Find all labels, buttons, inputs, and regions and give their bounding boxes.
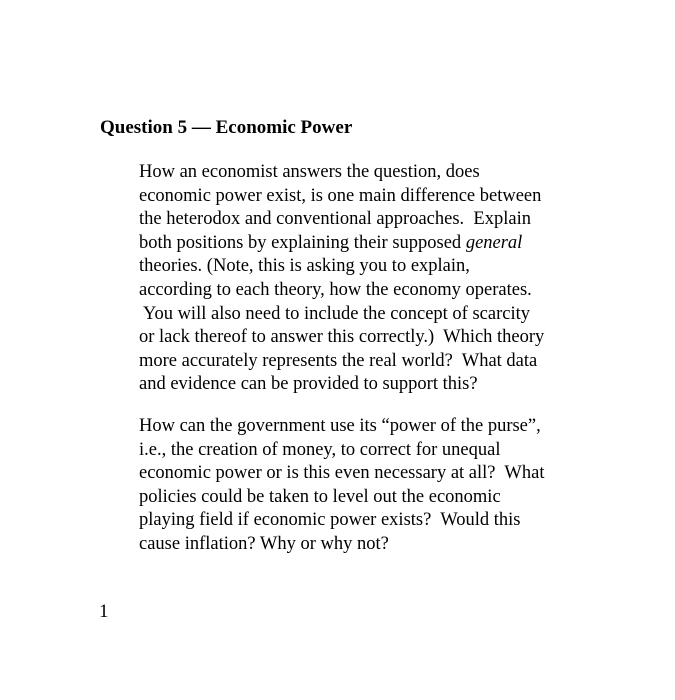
question-paragraph-1 — [139, 161, 544, 397]
paragraph-line: or lack thereof to answer this correctly.) Which theory — [139, 327, 545, 348]
paragraph-line: the heterodox and conventional approaches. Explain — [139, 209, 531, 230]
paragraph-line: economic power exist, is one main difference between — [139, 185, 542, 206]
paragraph-line: policies could be taken to level out the economic — [139, 486, 501, 507]
paragraph-line: according to each theory, how the economy operates. — [139, 279, 532, 300]
page-number: 1 — [99, 601, 109, 622]
paragraph-line: more accurately represents the real world? What data — [139, 350, 538, 371]
paragraph-line: economic power or is this even necessary at all? What — [139, 463, 545, 484]
question-paragraph-2 — [139, 415, 544, 557]
paragraph-line: theories. (Note, this is asking you to explain, — [139, 256, 470, 277]
question-heading: Question 5 — Economic Power — [100, 117, 353, 138]
paragraph-line: How can the government use its “power of the purse”, — [139, 416, 541, 436]
paragraph-line: You will also need to include the concept of scarcity — [139, 303, 530, 324]
paragraph-line: both positions by explaining their supposed general — [139, 232, 523, 253]
emphasized-word: general — [465, 232, 523, 253]
paragraph-line: cause inflation? Why or why not? — [139, 533, 389, 554]
paragraph-line: playing field if economic power exists? Would this — [139, 510, 521, 531]
paragraph-line: i.e., the creation of money, to correct for unequal — [139, 439, 501, 460]
paragraph-line: How an economist answers the question, does — [139, 162, 480, 182]
paragraph-line: and evidence can be provided to support this? — [139, 374, 478, 395]
